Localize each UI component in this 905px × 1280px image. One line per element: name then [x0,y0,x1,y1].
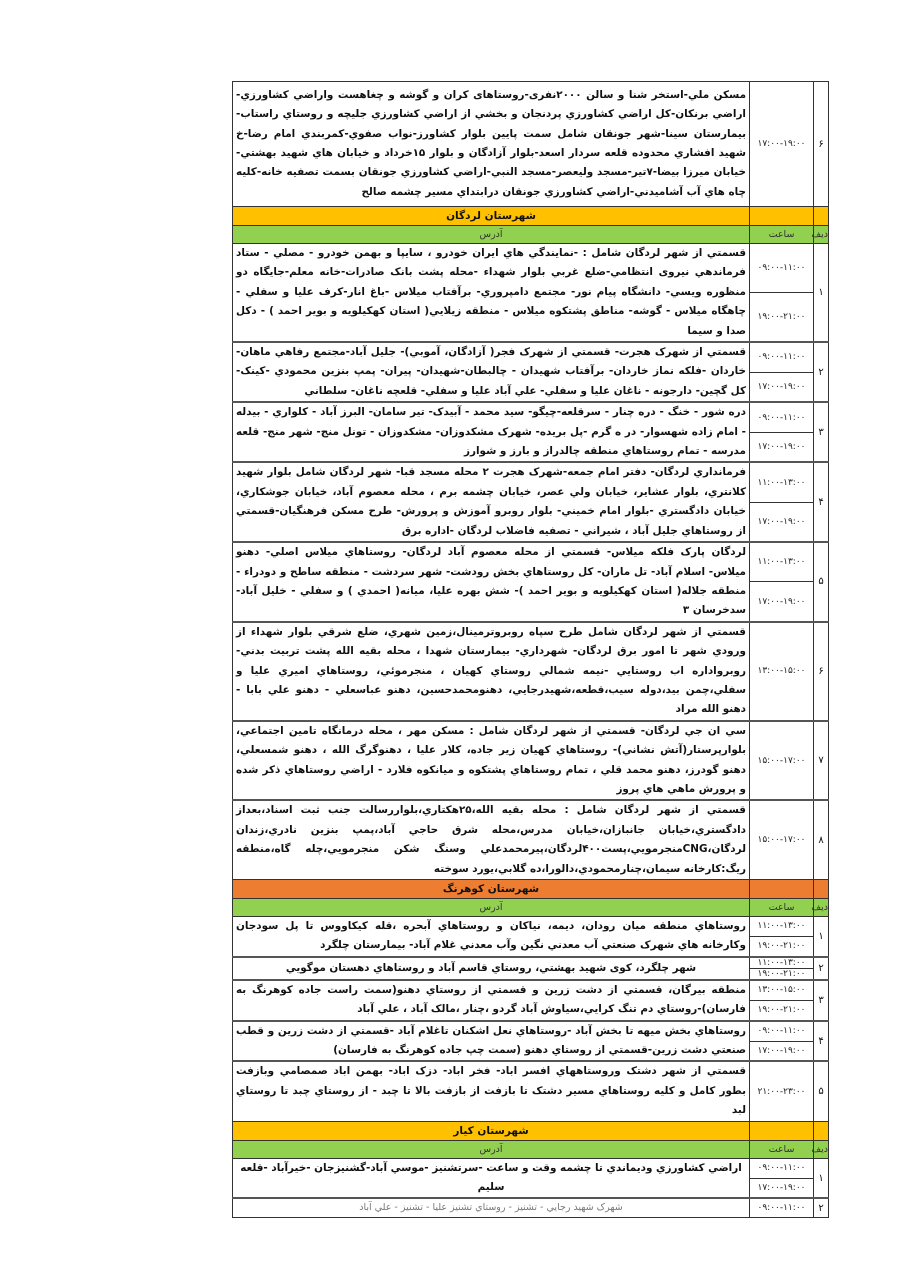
address-cell: قسمتي از شهر لردگان شامل : -نمايندگي هاي ايران خودرو ، سايپا و بهمن خودرو - مصلي - ستاد فرماندهي نيروی انتظامي-ضلع غربي بلوار شهداء -محله پشت بانک صادرات-خانه معلم-جايگاه دو منظوره ويسي- دانشگاه پيام نور- مجتمع دامپروري- برآفتاب ميلاس -باغ انار-کرف عليا و سفلي - چاهگاه ميلاس - گوشه- مناطق پشتکوه ميلاس - منطقه زيلايي( استان کهکيلويه و بوير احمد ) - دکل صدا و سيما [233,244,750,343]
time-slot: ۱۵:۰۰-۱۷:۰۰ [757,835,806,846]
time-slots [750,342,814,402]
address-cell: مسکن ملي-استخر شنا و سالن ۲۰۰۰نفری-روستاهای کران و گوشه و چغاهست واراضي کشاورزي-اراضي برنکان-کل اراضي کشاورزي پردنجان و بخشي از اراضي کشاورزي جليچه و روستاي راستاب-بيمارستان سينا-شهر جونقان شامل سمت پايين بلوار کشاورز-نواب صفوي-کمربندي امام رضا-خ شهيد افشاري محدوده قلعه سردار اسعد-بلوار آزادگان و بلوار ۱۵خرداد و خيابان هاي شهيد بهشتي-خيابان ميرزا بيضا-۷تير-مسجد وليعصر-مسجد النبي-اراضي کشاورزي جونقان بسمت تصفيه خانه-کليه چاه هاي آب آشاميدني-اراضي کشاورزي جونقان درابتداي مسير چشمه صالح [233,82,750,207]
table-row [233,917,829,957]
address-cell: قسمتي از شهر لردگان شامل طرح سپاه روبروترمينال،زمين شهري، ضلع شرقي بلوار شهداء از ورودي شهر تا امور برق لردگان- شهرداري- بيمارستان شهدا ، محله بقيه الله پشت تربيت بدني-روبرواداره اب روستايي -نيمه شمالي روستاي کهيان ، منجرموئي، روستاهاي اميري عليا و سفلي،چمن بيد،دوله سيب،قطعه،شهيدرجايي، دهنومحمدحسين، دهنو عباسعلي - دهنو علي بابا - دهنو الله مراد [233,622,750,721]
county-header-cell [750,207,814,226]
county-header-cell [814,1121,829,1140]
table-row [233,957,829,980]
table-row [233,1061,829,1121]
time-slot: ۱۳:۰۰-۱۵:۰۰ [757,666,806,677]
time-slot-stack [750,403,813,461]
row-number: ۴ [814,1021,829,1062]
row-number: ۲ [814,957,829,980]
header-time: ساعت [750,899,814,917]
table-row [233,542,829,622]
county-header-cell [750,1121,814,1140]
county-header-cell [814,207,829,226]
time-slot: ۱۷:۰۰-۱۹:۰۰ [750,82,814,207]
address-cell: روستاهاي بخش ميهه تا بخش آباد -روستاهاي نعل اشکنان تاغلام آباد -قسمتي از دشت زرين و قطب صنعتي دشت زرين-قسمتي از روستاي دهنو (سمت چپ جاده کوهرنگ به فارسان) [233,1021,750,1062]
time-slots [750,622,814,721]
time-slot: ۱۷:۰۰-۱۹:۰۰ [750,502,813,541]
time-slot: ۰۹:۰۰-۱۱:۰۰ [757,1163,806,1174]
time-slots [750,1061,814,1121]
address-cell: لردگان پارک فلکه ميلاس- قسمتي از محله معصوم آباد لردگان- روستاهاي ميلاس اصلي- دهنو ميلاس- اسلام آباد- تل ماران- کل روستاهاي بخش رودشت- شهر سردشت - منطقه ساطح و دودراء - منطقه جلاله( استان کهکيلويه و بوير احمد )- شش بهره عليا، ميانه( احمدي ) و سفلي - خليل آباد- سدخرسان ۳ [233,542,750,622]
time-slot: ۱۹:۰۰-۲۱:۰۰ [750,1000,813,1020]
time-slot-stack [750,981,813,1020]
header-time: ساعت [750,1140,814,1158]
time-slots [750,542,814,622]
row-number: ۶ [814,82,829,207]
county-header-row [233,1121,829,1140]
time-slots [750,1158,814,1198]
time-slot-stack [750,958,813,979]
time-slot: ۱۷:۰۰-۱۹:۰۰ [750,1041,813,1061]
time-slot: ۲۱:۰۰-۲۳:۰۰ [757,1086,806,1097]
row-number: ۴ [814,462,829,542]
address-cell: منطقه بيرگان، قسمتي از دشت زرين و قسمتي از روستاي دهنو(سمت راست جاده کوهرنگ به فارسان)-روستاي دم تنگ کرايي،سياوش آباد گردو ،چنار ،مالک آباد ، علي آباد [233,980,750,1021]
time-slots [750,1021,814,1062]
address-cell: سي ان جي لردگان- قسمتي از شهر لردگان شامل : مسکن مهر ، محله درمانگاه تامين اجتماعي، بلوارپرستار(آتش نشاني)- روستاهاي کهيان زير جاده، کلار عليا ، دهنوگرگ الله ، دهنو شمسعلي، دهنو گودرز، دهنو محمد قلي ، تمام روستاهاي پشتکوه و ميانکوه فلارد - اراضي روستاهاي ذکر شده و پرورش ماهي هاي پروز [233,721,750,801]
time-slot-stack [750,543,813,621]
table-row [233,402,829,462]
time-slot-stack [750,343,813,401]
header-row-number: ديف [814,899,829,917]
column-header-row [233,226,829,244]
table-row [233,82,829,207]
time-slots [750,917,814,957]
time-slots [750,462,814,542]
outage-schedule-document [232,81,829,1218]
address-cell: قسمتي از شهرک هجرت- قسمتي از شهرک فجر( آزادگان، آموبي)- جليل آباد-مجتمع رفاهي ماهان- خاردان -فلکه نماز خاردان- برآفتاب شهيدان - چالبطان-شهيدان- پيران- پمپ بنزين محمودي -کينک- کل گچين- دارجونه - ناغان عليا و سفلي- علي آباد عليا و سفلي- قلعچه ناغان- سلطاني [233,342,750,402]
time-slots [750,1198,814,1218]
time-slot: ۰۹:۰۰-۱۱:۰۰ [757,1026,806,1037]
table-row [233,721,829,801]
county-title: شهرستان کيار [233,1121,750,1140]
time-slot-stack [750,1022,813,1061]
time-slot: ۰۹:۰۰-۱۱:۰۰ [757,1203,806,1214]
outage-schedule-table [232,81,829,1218]
address-cell: شهر چلگرد، کوی شهيد بهشتي، روستاي قاسم آباد و روستاهاي دهستان موگويي [233,957,750,980]
address-cell: قسمتي از شهر لردگان شامل : محله بقيه الله،۲۵هکتاري،بلواررسالت جنب ثبت اسناد،بعداز دادگستري،خيابان جانبازان،خيابان مدرس،محله شرق حاجي آباد،پمپ بنزين نادري،زندان لردگان،CNGمنجرمويي،پست۴۰۰لردگان،پيرمحمدعلي وسنگ شکن منجرمويي،چله گاه،منطقه ريگ:کارخانه سيمان،چنارمحمودي،دالورا،ده گلابي،يورد سوخته [233,800,750,879]
time-slot: ۱۷:۰۰-۱۹:۰۰ [750,432,813,462]
time-slot-stack [750,244,813,341]
address-cell: فرمانداري لردگان- دفتر امام جمعه-شهرک هجرت ۲ محله مسجد قبا- شهر لردگان شامل بلوار شهيد کلانتري، بلوار عشاير، خيابان ولي عصر، خيابان چشمه برم ، محله معصوم آباد، خيابان جوشکاري، خيابان دادگستري -بلوار امام خميني- بلوار روبرو آموزش و پرورش- طرح مسکن فرهنگيان-قسمتي از روستاهاي جليل آباد ، شيراني - تصفيه فاضلاب لردگان -اداره برق [233,462,750,542]
time-slot-stack [750,801,813,879]
header-address: آدرس [233,899,750,917]
table-row [233,342,829,402]
row-number: ۳ [814,402,829,462]
address-cell: دره شور - خنگ - دره چنار - سرقلعه-چيگو- سيد محمد - آبيدک- تير سامان- البرز آباد - کلواري - بيدله - امام زاده شهسوار- در ه گرم -پل بريده- شهرک مشکدوزان- مشکدوزان - تونل منج- شهر منج- قلعه مدرسه - تمام روستاهاي منطقه چالدراز و بارز و شوارز [233,402,750,462]
column-header-row [233,899,829,917]
time-slot: ۱۱:۰۰-۱۳:۰۰ [757,921,806,932]
header-row-number: ديف [814,226,829,244]
time-slots [750,957,814,980]
row-number: ۲ [814,342,829,402]
time-slot-stack [750,1199,813,1217]
row-number: ۵ [814,542,829,622]
row-number: ۱ [814,244,829,343]
time-slot: ۱۷:۰۰-۱۹:۰۰ [750,372,813,402]
time-slots [750,800,814,879]
time-slot-stack [750,623,813,720]
row-number: ۸ [814,800,829,879]
time-slot-stack [750,1159,813,1198]
table-row [233,622,829,721]
time-slot-stack [750,463,813,541]
address-cell: قسمتي از شهر دشتک وروستاههاي افسر اباد- فخر اباد- دزک اباد- بهمن اباد صمصامي وبازفت بطور کامل و کليه روستاهاي مسير دشتک تا بازفت از بازفت بالا تا چبد - از روستاي چبد تا روستاي لبد [233,1061,750,1121]
time-slots [750,244,814,343]
time-slot: ۱۱:۰۰-۱۳:۰۰ [757,557,806,568]
row-number: ۵ [814,1061,829,1121]
time-slot: ۱۳:۰۰-۱۵:۰۰ [757,985,806,996]
table-row [233,980,829,1021]
table-row [233,1198,829,1218]
header-address: آدرس [233,1140,750,1158]
column-header-row [233,1140,829,1158]
address-cell: روستاهاي منطقه ميان رودان، ديمه، نياکان و روستاهاي آبحره ،قله کيکاووس تا پل سودجان وکارخانه هاي شهرک صنعتي آب معدني نگين وآب معدني غلام آباد- بيمارستان چلگرد [233,917,750,957]
time-slot: ۰۹:۰۰-۱۱:۰۰ [757,352,806,363]
header-time: ساعت [750,226,814,244]
table-row [233,462,829,542]
time-slots [750,721,814,801]
time-slot: ۱۱:۰۰-۱۳:۰۰ [757,477,806,488]
time-slot-stack [750,917,813,956]
time-slot: ۱۷:۰۰-۱۹:۰۰ [750,1178,813,1198]
row-number: ۷ [814,721,829,801]
time-slot: ۰۹:۰۰-۱۱:۰۰ [757,263,806,273]
time-slot-stack [750,722,813,800]
row-number: ۱ [814,1158,829,1198]
address-cell: شهرک شهيد رجايي - تشنيز - روستاي تشنيز عليا - تشنيز - علي آباد [233,1198,750,1218]
header-row-number: ديف [814,1140,829,1158]
time-slot: ۱۹:۰۰-۲۱:۰۰ [750,968,813,979]
county-header-cell [814,880,829,899]
row-number: ۱ [814,917,829,957]
address-cell: اراضي کشاورزي وديماندي تا چشمه وقت و ساعت -سرتشنيز -موسي آباد-گشنيزجان -خيرآباد -قلعه سليم [233,1158,750,1198]
time-slot: ۱۱:۰۰-۱۳:۰۰ [757,957,806,968]
county-header-row [233,207,829,226]
time-slot: ۱۹:۰۰-۲۱:۰۰ [750,292,813,341]
table-row [233,1021,829,1062]
time-slot: ۱۷:۰۰-۱۹:۰۰ [750,581,813,620]
county-header-cell [750,880,814,899]
county-title: شهرستان کوهرنگ [233,880,750,899]
time-slots [750,980,814,1021]
time-slot: ۱۵:۰۰-۱۷:۰۰ [757,755,806,766]
table-row [233,800,829,879]
time-slot: ۰۹:۰۰-۱۱:۰۰ [757,412,806,423]
header-address: آدرس [233,226,750,244]
table-row [233,1158,829,1198]
time-slots [750,402,814,462]
time-slot: ۱۹:۰۰-۲۱:۰۰ [750,936,813,956]
row-number: ۲ [814,1198,829,1218]
county-header-row [233,880,829,899]
time-slot-stack [750,1062,813,1120]
row-number: ۶ [814,622,829,721]
row-number: ۳ [814,980,829,1021]
table-row [233,244,829,343]
county-title: شهرستان لردگان [233,207,750,226]
